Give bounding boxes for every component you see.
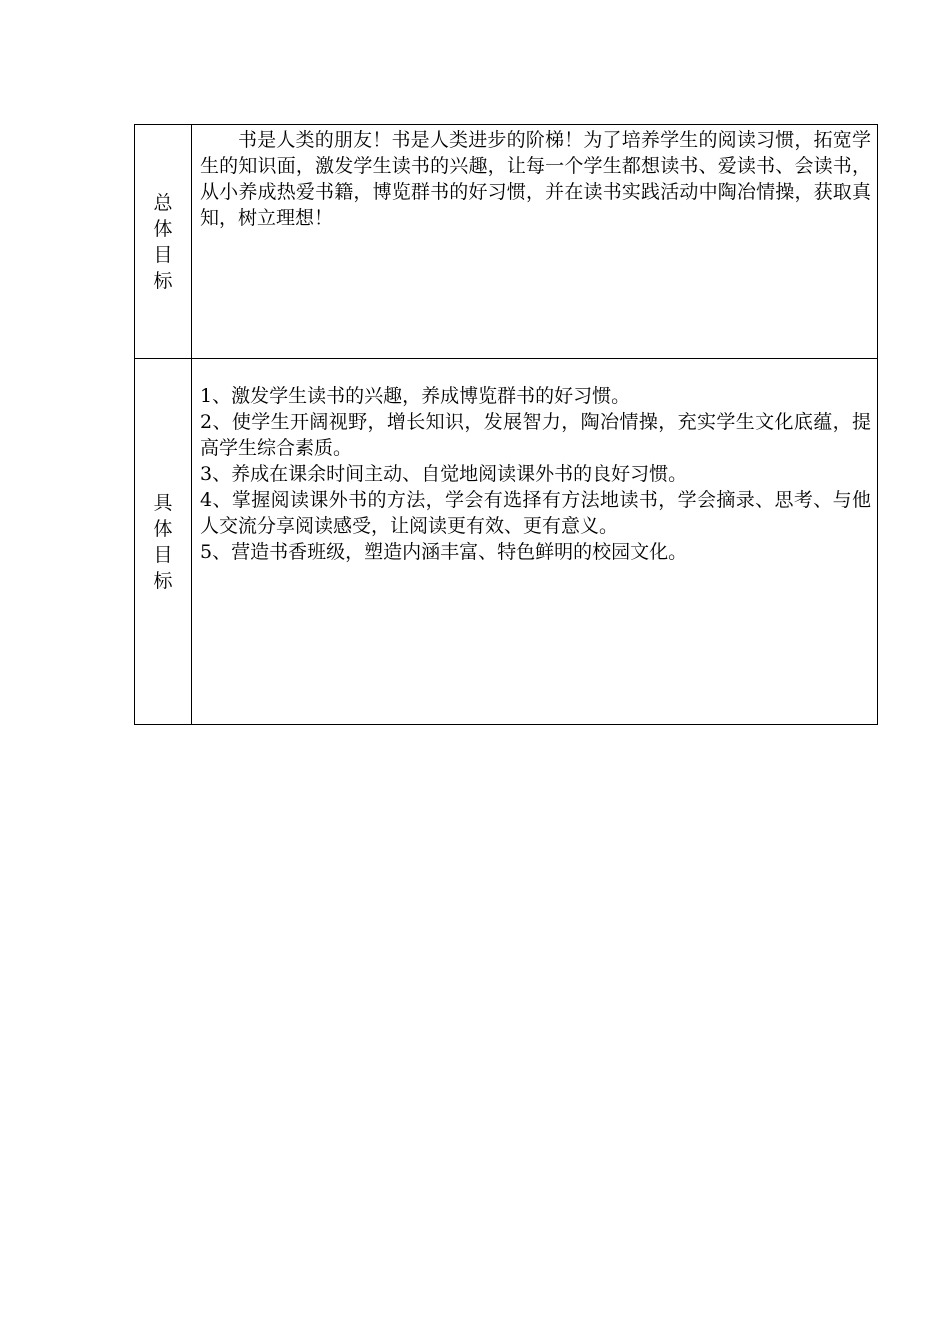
specific-goal-label-cell [135, 359, 192, 725]
specific-goal-item: 4、掌握阅读课外书的方法，学会有选择有方法地读书，学会摘录、思考、与他人交流分享阅读感受，让阅读更有效、更有意义。 [200, 489, 871, 537]
overall-goal-row [135, 125, 878, 359]
overall-goal-label-cell [135, 125, 192, 359]
specific-goal-item: 2、使学生开阔视野，增长知识，发展智力，陶冶情操，充实学生文化底蕴，提高学生综合素质。 [200, 411, 871, 459]
overall-goal-label: 总体目标 [153, 191, 173, 292]
specific-goal-item: 3、养成在课余时间主动、自觉地阅读课外书的良好习惯。 [200, 463, 688, 485]
specific-goal-row [135, 359, 878, 725]
specific-goal-item: 1、激发学生读书的兴趣，养成博览群书的好习惯。 [200, 385, 631, 407]
specific-goal-item: 5、营造书香班级，塑造内涵丰富、特色鲜明的校园文化。 [200, 541, 688, 563]
overall-goal-content-cell [192, 125, 878, 359]
goals-table [134, 124, 878, 725]
specific-goal-label: 具体目标 [153, 491, 173, 592]
specific-goal-content-cell [192, 359, 878, 725]
overall-goal-text: 书是人类的朋友！书是人类进步的阶梯！为了培养学生的阅读习惯，拓宽学生的知识面，激发学生读书的兴趣，让每一个学生都想读书、爱读书、会读书，从小养成热爱书籍，博览群书的好习惯，并在读书实践活动中陶冶情操，获取真知，树立理想！ [200, 129, 871, 229]
specific-goal-list [200, 383, 871, 565]
